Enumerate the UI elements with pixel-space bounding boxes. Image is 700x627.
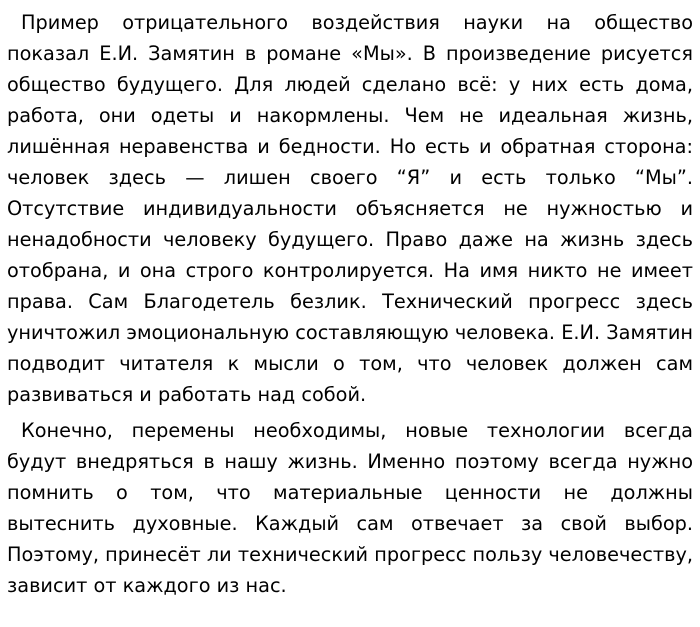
paragraph-1: Пример отрицательного воздействия науки на общество показал Е.И. Замятин в романе «Мы». В произведение рисуется общество будущего. Для людей сделано всё: у них есть дома, работа, они одеты и накормлены. Чем не идеальная жизнь, лишённая неравенства и бедности. Но есть и обратная сторона: человек здесь — лишен своего “Я” и есть только “Мы”. Отсутствие индивидуальности объясняется не нужностью и ненадобности человеку будущего. Право даже на жизнь здесь отобрана, и она строго контролируется. На имя никто не имеет права. Сам Благодетель безлик. Технический прогресс здесь уничтожил эмоциональную составляющую человека. Е.И. Замятин подводит читателя к мысли о том, что человек должен сам развиваться и работать над собой. [7,11,693,406]
document-body [7,7,693,601]
paragraph-2: Конечно, перемены необходимы, новые технологии всегда будут внедряться в нашу жизнь. Именно поэтому всегда нужно помнить о том, что материальные ценности не должны вытеснить духовные. Каждый сам отвечает за свой выбор. Поэтому, принесёт ли технический прогресс пользу человечеству, зависит от каждого из нас. [7,419,693,597]
